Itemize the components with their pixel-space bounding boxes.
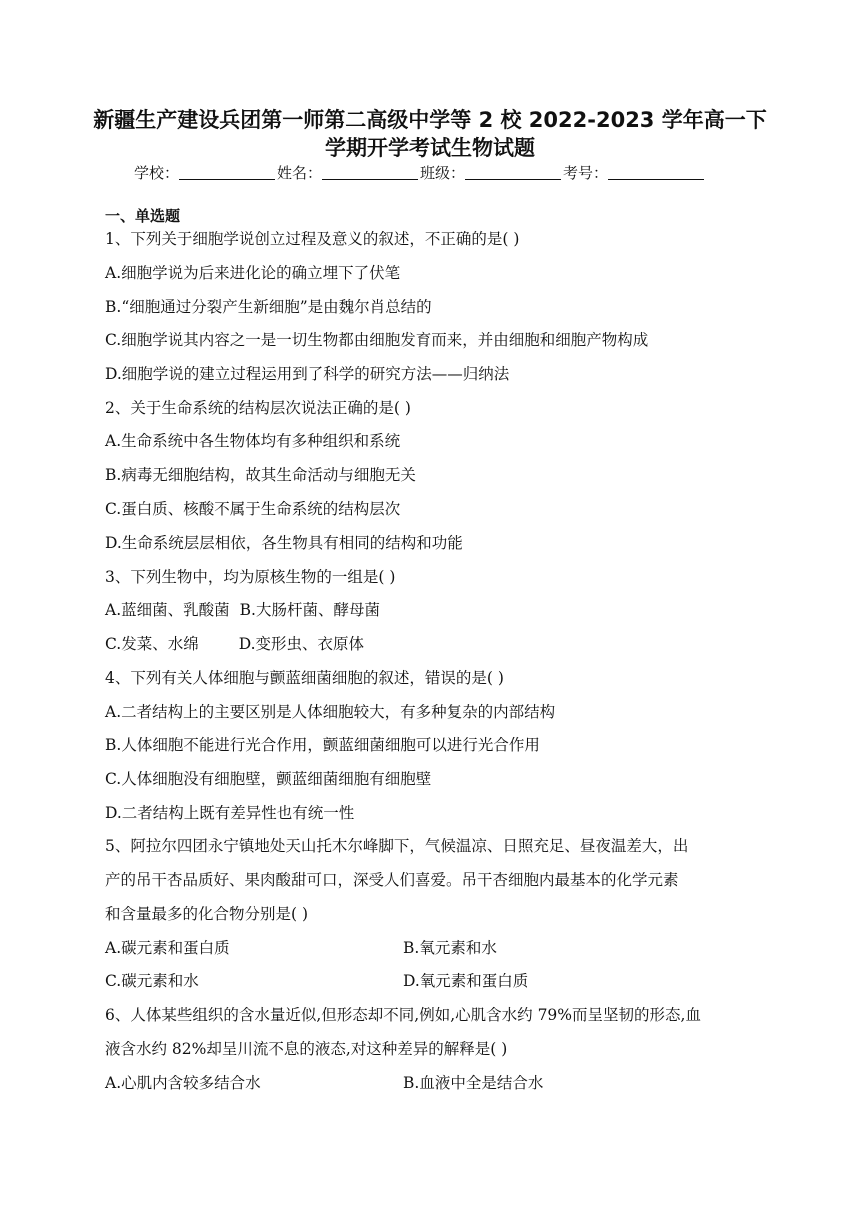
q1-option-a: A.细胞学说为后来进化论的确立埋下了伏笔 [105,264,401,282]
class-label: 班级： [420,164,466,182]
q5-option-a: A.碳元素和蛋白质 [105,939,230,957]
q1-option-c: C.细胞学说其内容之一是一切生物都由细胞发育而来，并由细胞和细胞产物构成 [105,331,649,349]
q4-option-a: A.二者结构上的主要区别是人体细胞较大，有多种复杂的内部结构 [105,703,556,721]
q2-option-c: C.蛋白质、核酸不属于生命系统的结构层次 [105,500,401,518]
q5-option-d: D.氧元素和蛋白质 [403,972,529,990]
q3-options-ab [105,600,380,620]
q5-stem-line3: 和含量最多的化合物分别是( ) [105,905,309,923]
q1-stem: 1、下列关于细胞学说创立过程及意义的叙述，不正确的是( ) [105,230,520,248]
section-title: 一、单选题 [105,207,181,225]
q3-stem: 3、下列生物中，均为原核生物的一组是( ) [105,568,396,586]
q4-stem: 4、下列有关人体细胞与颤蓝细菌细胞的叙述，错误的是( ) [105,669,504,687]
q6-option-a: A.心肌内含较多结合水 [105,1074,261,1092]
q1-option-b: B.“细胞通过分裂产生新细胞”是由魏尔肖总结的 [105,298,432,316]
q5-stem-line2: 产的吊干杏品质好、果肉酸甜可口，深受人们喜爱。吊干杏细胞内最基本的化学元素 [105,871,679,889]
q4-option-c: C.人体细胞没有细胞壁，颤蓝细菌细胞有细胞壁 [105,770,432,788]
q6-option-b: B.血液中全是结合水 [403,1074,544,1092]
name-blank [322,165,418,180]
q5-stem-line1: 5、阿拉尔四团永宁镇地处天山托木尔峰脚下，气候温凉、日照充足、昼夜温差大，出 [105,837,689,855]
exam-no-blank [608,165,704,180]
student-info-row [134,163,706,183]
q2-stem: 2、关于生命系统的结构层次说法正确的是( ) [105,399,411,417]
q1-option-d: D.细胞学说的建立过程运用到了科学的研究方法——归纳法 [105,365,510,383]
q6-stem-line1: 6、人体某些组织的含水量近似,但形态却不同,例如,心肌含水约 79%而呈坚韧的形态,血 [105,1006,701,1024]
class-blank [465,165,561,180]
q3-options-cd [105,634,364,654]
q2-option-b: B.病毒无细胞结构，故其生命活动与细胞无关 [105,466,416,484]
exam-title-line1: 新疆生产建设兵团第一师第二高级中学等 2 校 2022-2023 学年高一下 [93,108,767,132]
q5-option-c: C.碳元素和水 [105,972,199,990]
school-label: 学校： [134,164,180,182]
q3-option-d: D.变形虫、衣原体 [238,635,365,653]
q6-stem-line2: 液含水约 82%却呈川流不息的液态,对这种差异的解释是( ) [105,1040,508,1058]
name-label: 姓名： [277,164,323,182]
q3-option-c: C.发菜、水绵 [105,635,199,653]
q5-option-b: B.氧元素和水 [403,939,497,957]
exam-title-line2: 学期开学考试生物试题 [325,136,535,160]
q3-option-a: A.蓝细菌、乳酸菌 [105,601,230,619]
q2-option-a: A.生命系统中各生物体均有多种组织和系统 [105,432,401,450]
q3-option-b: B.大肠杆菌、酵母菌 [239,601,380,619]
exam-no-label: 考号： [563,164,609,182]
q2-option-d: D.生命系统层层相依，各生物具有相同的结构和功能 [105,534,463,552]
q4-option-b: B.人体细胞不能进行光合作用，颤蓝细菌细胞可以进行光合作用 [105,736,540,754]
q4-option-d: D.二者结构上既有差异性也有统一性 [105,804,355,822]
school-blank [179,165,275,180]
